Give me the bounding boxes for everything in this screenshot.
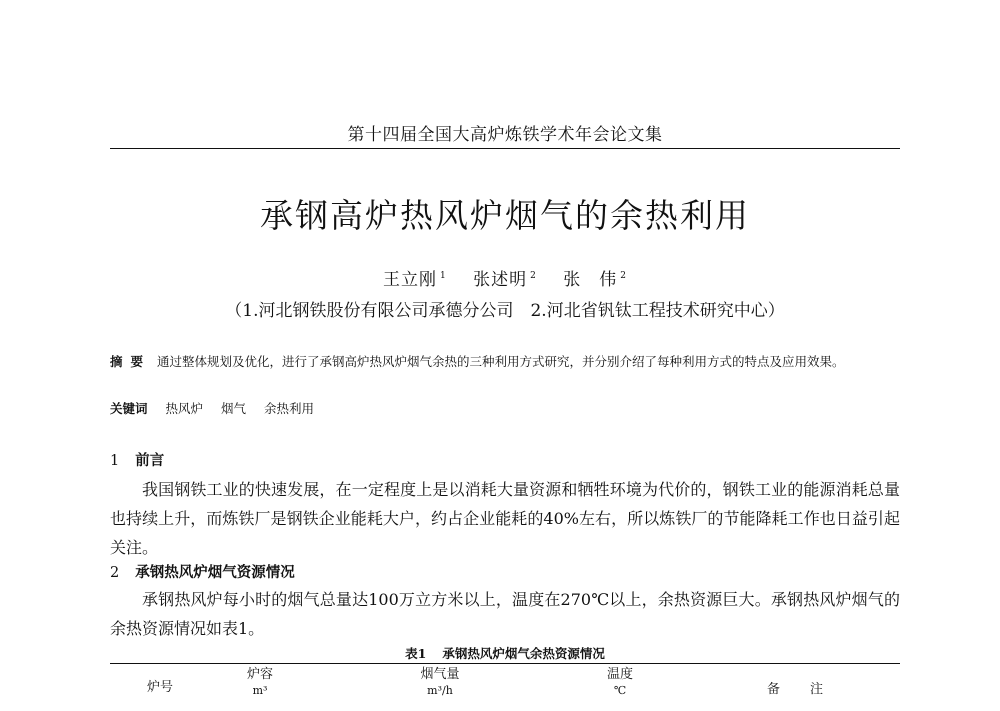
section-1-paragraph: 我国钢铁工业的快速发展，在一定程度上是以消耗大量资源和牺牲环境为代价的，钢铁工业的能源消耗总量也持续上升，而炼铁厂是钢铁企业能耗大户，约占企业能耗的40%左右，所以炼铁厂的节能降耗工作也日益引起关注。 <box>110 480 900 557</box>
abstract <box>110 351 900 373</box>
header-label: 备注 <box>766 682 853 697</box>
author-2 <box>473 270 537 290</box>
paper-title: 承钢高炉热风炉烟气的余热利用 <box>260 196 750 235</box>
table-caption <box>110 644 900 662</box>
keywords-label: 关键词 <box>110 401 148 416</box>
header-unit: m³/h <box>427 684 453 697</box>
table-header-furnace <box>110 680 210 696</box>
table-header-gas-flow <box>360 667 520 699</box>
section-heading-1 <box>110 449 900 470</box>
author-list <box>110 265 900 290</box>
section-heading-2 <box>110 561 900 582</box>
section-title: 承钢热风炉烟气资源情况 <box>135 564 295 581</box>
table-number: 表1 <box>405 646 427 661</box>
table-header-remarks <box>720 682 900 698</box>
section-2-paragraph: 承钢热风炉每小时的烟气总量达100万立方米以上，温度在270℃以上，余热资源巨大。承钢热风炉烟气的余热资源情况如表1。 <box>110 590 900 638</box>
header-label: 烟气量 <box>420 667 460 682</box>
keyword: 余热利用 <box>264 401 315 416</box>
table-header-volume <box>210 667 310 699</box>
affiliations: （1.河北钢铁股份有限公司承德分公司 2.河北省钒钛工程技术研究中心） <box>225 301 785 321</box>
abstract-label: 摘要 <box>110 354 152 369</box>
table-caption-text: 承钢热风炉烟气余热资源情况 <box>442 646 605 661</box>
keyword: 烟气 <box>221 401 247 416</box>
affiliation-mark: 1 <box>439 271 447 282</box>
affiliation-mark: 2 <box>620 271 627 282</box>
affiliation-mark: 2 <box>530 271 537 282</box>
abstract-text: 通过整体规划及优化，进行了承钢高炉热风炉烟气余热的三种利用方式研究，并分别介绍了每种利用方式的特点及应用效果。 <box>157 354 845 369</box>
keywords <box>110 399 900 417</box>
header-label: 温度 <box>606 667 633 682</box>
section-title: 前言 <box>135 452 165 469</box>
header-label: 炉容 <box>246 667 273 682</box>
running-head: 第十四届全国大高炉炼铁学术年会论文集 <box>347 125 663 145</box>
header-rule <box>110 148 900 149</box>
table-header-temperature <box>560 667 680 699</box>
author-name: 张述明 <box>473 270 528 290</box>
section-number: 2 <box>110 565 120 581</box>
keyword: 热风炉 <box>165 401 204 416</box>
header-unit: ℃ <box>613 684 627 697</box>
author-name: 王立刚 <box>382 270 437 290</box>
header-label: 炉号 <box>146 680 173 695</box>
table-top-rule <box>110 663 900 664</box>
section-number: 1 <box>110 453 120 469</box>
author-name: 张 伟 <box>563 270 618 290</box>
header-unit: m³ <box>252 684 268 697</box>
author-3 <box>563 270 627 290</box>
author-1 <box>383 270 447 290</box>
